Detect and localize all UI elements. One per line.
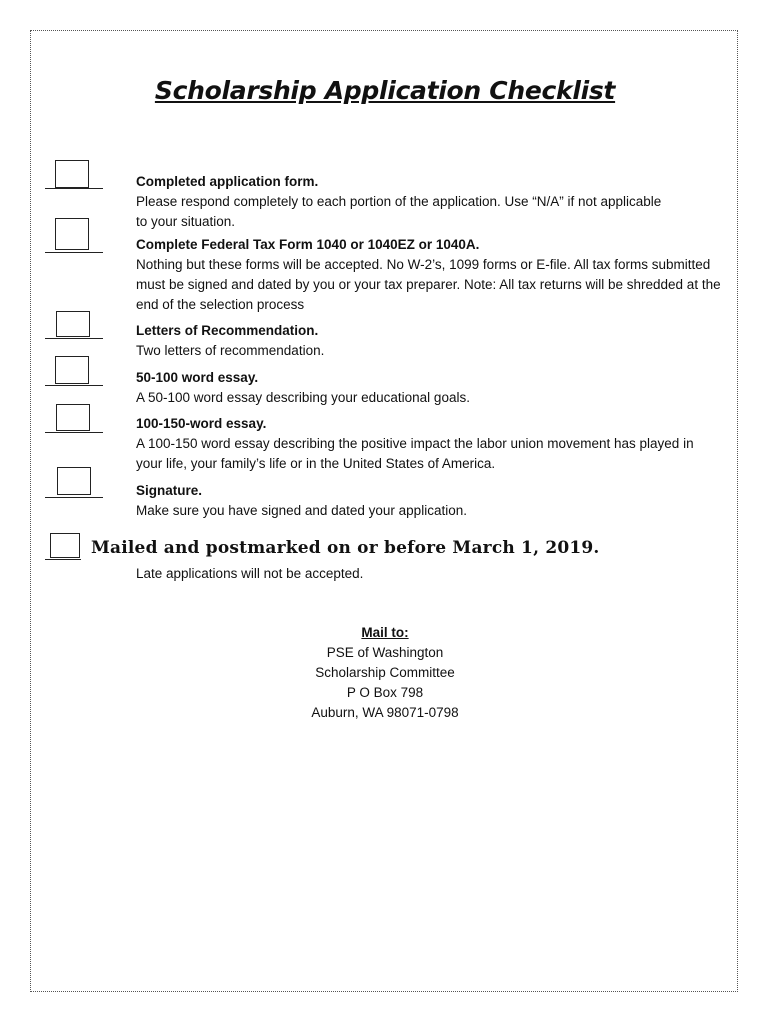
- item-heading: Complete Federal Tax Form 1040 or 1040EZ or 1040A.: [136, 237, 480, 252]
- item-description: Please respond completely to each portion of the application. Use “N/A” if not applicable to your situation.: [136, 194, 662, 229]
- checklist-item-signature: [136, 481, 736, 521]
- mail-to-label: Mail to:: [361, 625, 409, 640]
- underline: [45, 338, 103, 339]
- checkbox-letters[interactable]: [56, 311, 90, 337]
- checklist-item-essay-50-100: [136, 368, 736, 408]
- underline: [45, 385, 103, 386]
- page-title: Scholarship Application Checklist: [154, 76, 616, 105]
- item-heading: 50-100 word essay.: [136, 370, 259, 385]
- checklist-item-essay-100-150: [136, 414, 736, 474]
- address-line: Auburn, WA 98071-0798: [311, 705, 459, 720]
- underline: [45, 252, 103, 253]
- checklist-item-tax-form: [136, 235, 736, 315]
- underline: [45, 497, 103, 498]
- item-description: Two letters of recommendation.: [136, 343, 325, 358]
- item-description: Nothing but these forms will be accepted. No W-2’s, 1099 forms or E-file. All tax forms submitted must be signed and dated by you or your tax preparer. Note: All tax returns will be shredded at the end of the selection process: [136, 257, 721, 312]
- address-line: Scholarship Committee: [315, 665, 455, 680]
- checkbox-tax-form[interactable]: [55, 218, 89, 250]
- item-description: A 50-100 word essay describing your educational goals.: [136, 390, 470, 405]
- checkbox-application-form[interactable]: [55, 160, 89, 188]
- address-line: PSE of Washington: [326, 645, 444, 660]
- checkbox-essay-50-100[interactable]: [55, 356, 89, 384]
- item-description: Make sure you have signed and dated your application.: [136, 503, 467, 518]
- item-heading: Completed application form.: [136, 174, 319, 189]
- checklist-item-letters: [136, 321, 736, 361]
- underline: [45, 432, 103, 433]
- item-heading: Signature.: [136, 483, 203, 498]
- mailed-deadline: Mailed and postmarked on or before March 1, 2019.: [91, 538, 600, 558]
- checklist-item-application-form: [136, 172, 736, 232]
- address-line: P O Box 798: [346, 685, 424, 700]
- checkbox-signature[interactable]: [57, 467, 91, 495]
- checkbox-mailed[interactable]: [50, 533, 80, 558]
- mail-to-address: [0, 623, 770, 723]
- underline: [45, 188, 103, 189]
- late-note: Late applications will not be accepted.: [136, 566, 364, 581]
- checkbox-essay-100-150[interactable]: [56, 404, 90, 431]
- item-description: A 100-150 word essay describing the positive impact the labor union movement has played in your life, your family’s life or in the United States of America.: [136, 436, 694, 471]
- underline: [45, 559, 81, 560]
- item-heading: 100-150-word essay.: [136, 416, 267, 431]
- item-heading: Letters of Recommendation.: [136, 323, 319, 338]
